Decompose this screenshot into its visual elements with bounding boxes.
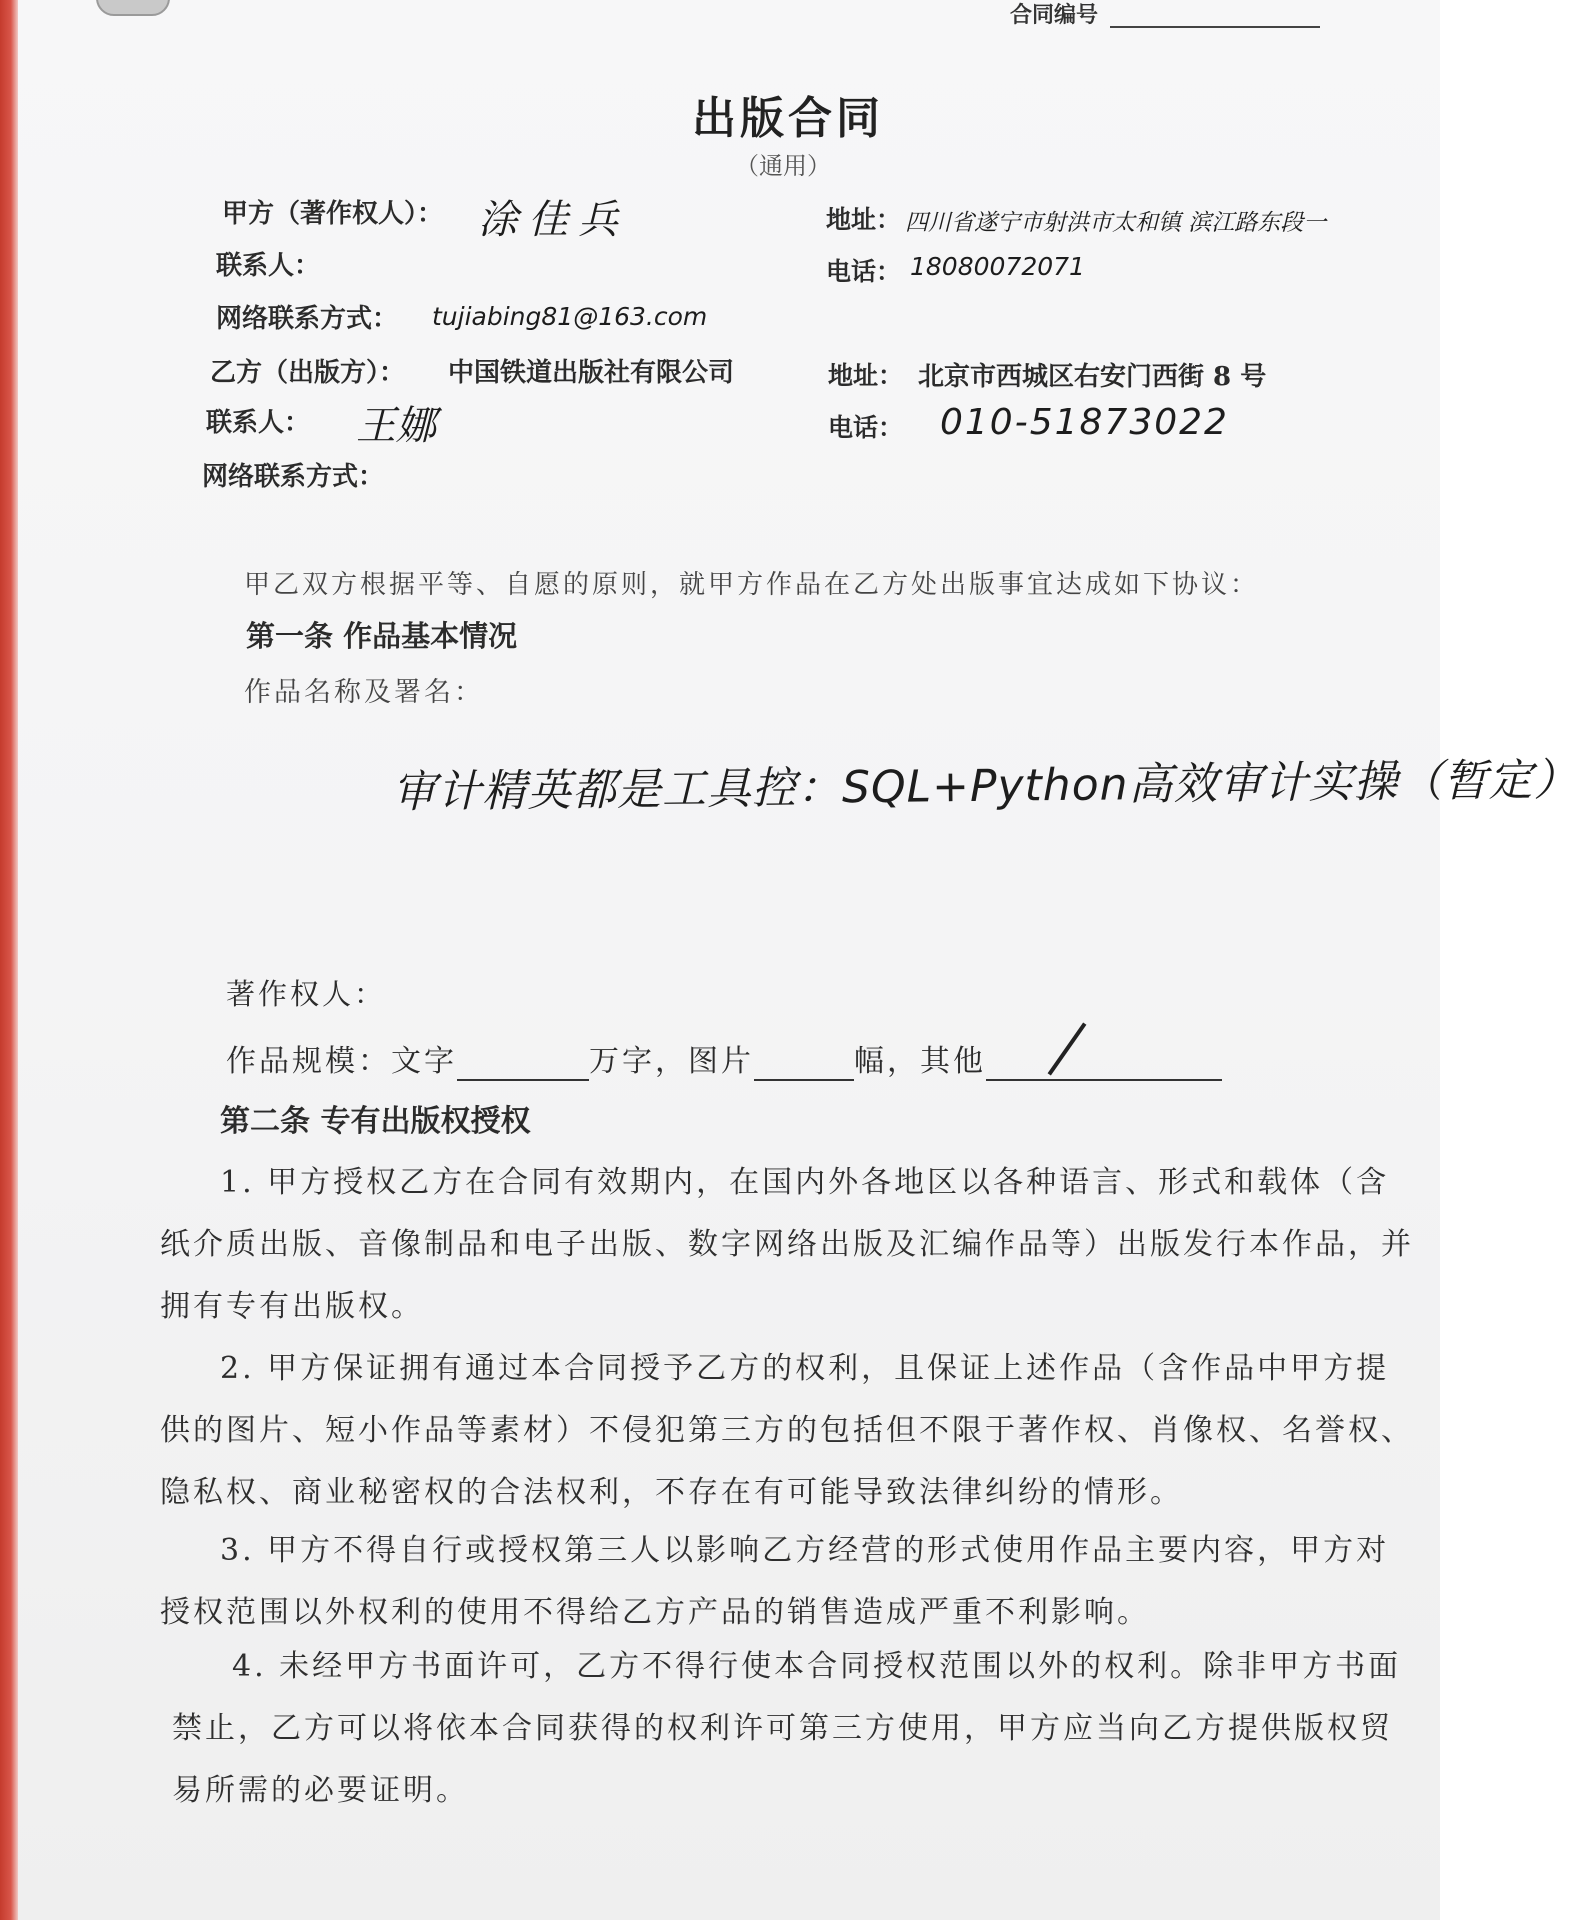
words-blank — [457, 1044, 589, 1081]
party-a-label: 甲方（著作权人）： — [222, 199, 444, 229]
party-b-network-label: 网络联系方式： — [202, 462, 385, 492]
desk-background — [0, 0, 18, 1920]
scale-pics-unit: 幅，其他 — [854, 1044, 986, 1079]
article-1-heading: 第一条 作品基本情况 — [246, 619, 518, 653]
scale-label: 作品规模：文字 — [226, 1044, 457, 1079]
party-b-address-label: 地址： — [828, 361, 904, 390]
other-blank — [986, 1044, 1222, 1081]
paper-clip — [96, 0, 170, 16]
clause-4: 4. 未经甲方书面许可，乙方不得行使本合同授权范围以外的权利。除非甲方书面禁止，乙方可以将依本合同获得的权利许可第三方使用，甲方应当向乙方提供版权贸易所需的必要证明。 — [172, 1649, 1402, 1808]
clause-2: 2. 甲方保证拥有通过本合同授予乙方的权利，且保证上述作品（含作品中甲方提供的图片、短小作品等素材）不侵犯第三方的包括但不限于著作权、肖像权、名誉权、隐私权、商业秘密权的合法权利，不存在有可能导致法律纠纷的情形。 — [160, 1351, 1414, 1510]
copyright-holder-label: 著作权人： — [226, 977, 387, 1011]
article-2-heading: 第二条 专有出版权授权 — [220, 1104, 531, 1139]
work-name-value: 审计精英都是工具控：SQL+Python高效审计实操（暂定） — [391, 754, 1579, 818]
party-b-phone-label: 电话： — [828, 413, 904, 442]
party-a-name: 涂佳兵 — [478, 197, 628, 243]
party-a-address-value: 四川省遂宁市射洪市太和镇 滨江路东段一 — [905, 210, 1327, 236]
party-b-address-value: 北京市西城区右安门西街 8 号 — [918, 362, 1267, 392]
pictures-blank — [754, 1044, 854, 1081]
clause-1: 1. 甲方授权乙方在合同有效期内，在国内外各地区以各种语言、形式和载体（含纸介质出版、音像制品和电子出版、数字网络出版及汇编作品等）出版发行本作品，并拥有专有出版权。 — [160, 1165, 1414, 1324]
page-title: 出版合同 — [692, 93, 884, 144]
scale-words-unit: 万字，图片 — [589, 1044, 754, 1079]
party-a-contact-label: 联系人： — [216, 251, 321, 281]
party-a-network-value: tujiabing81@163.com — [432, 302, 708, 331]
party-a-phone-label: 电话： — [826, 257, 902, 286]
party-b-contact-value: 王娜 — [356, 403, 436, 449]
party-b-phone-value: 010-51873022 — [940, 402, 1229, 443]
party-a-phone-value: 18080072071 — [910, 252, 1085, 281]
party-b-name: 中国铁道出版社有限公司 — [448, 358, 735, 388]
contract-number-blank — [1110, 26, 1320, 28]
party-b-label: 乙方（出版方）： — [210, 358, 406, 388]
intro-text: 甲乙双方根据平等、自愿的原则，就甲方作品在乙方处出版事宜达成如下协议： — [244, 570, 1260, 600]
party-a-address-label: 地址： — [826, 205, 902, 234]
party-b-contact-label: 联系人： — [206, 408, 311, 438]
party-a-network-label: 网络联系方式： — [216, 304, 399, 334]
clause-3: 3. 甲方不得自行或授权第三人以影响乙方经营的形式使用作品主要内容，甲方对授权范围以外权利的使用不得给乙方产品的销售造成严重不利影响。 — [160, 1533, 1390, 1630]
contract-number-label: 合同编号 — [1010, 2, 1099, 28]
work-name-label: 作品名称及署名： — [244, 677, 484, 708]
page-subtitle: （通用） — [735, 152, 831, 180]
